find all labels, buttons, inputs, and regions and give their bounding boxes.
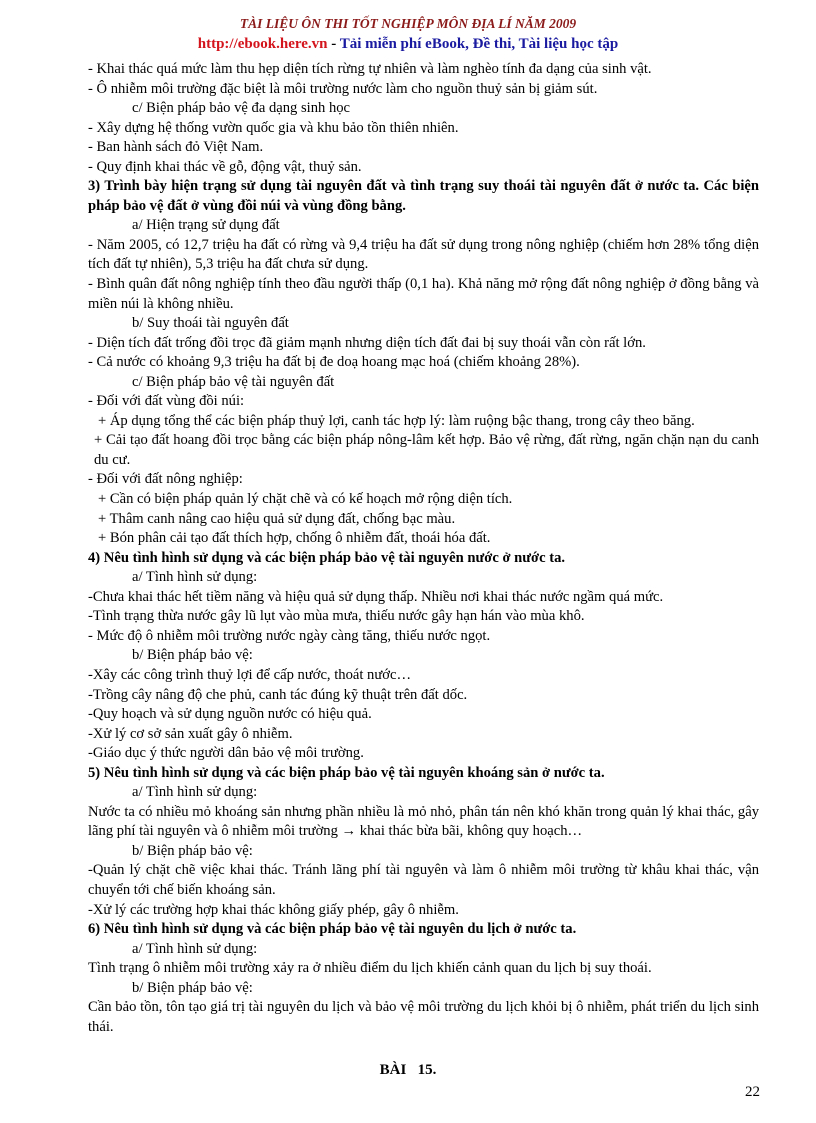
- body-paragraph: + Cải tạo đất hoang đồi trọc bằng các biện pháp nông-lâm kết hợp. Bảo vệ rừng, đất rừng, ngăn chặn nạn du canh du cư.: [94, 432, 759, 468]
- subheading: a/ Hiện trạng sử dụng đất: [132, 217, 280, 234]
- page-number: 22: [745, 1084, 760, 1100]
- body-line: Tình trạng ô nhiễm môi trường xảy ra ở nhiều điểm du lịch khiến cảnh quan du lịch bị suy thoái.: [88, 960, 652, 977]
- subheading: b/ Biện pháp bảo vệ:: [132, 842, 253, 859]
- subheading: c/ Biện pháp bảo vệ tài nguyên đất: [132, 373, 335, 390]
- bullet-line: + Thâm canh nâng cao hiệu quả sử dụng đất, chống bạc màu.: [98, 510, 456, 527]
- body-line: - Ô nhiễm môi trường đặc biệt là môi trường nước làm cho nguồn thuỷ sản bị giảm sút.: [88, 80, 598, 97]
- body-line: - Đối với đất nông nghiệp:: [88, 471, 243, 488]
- body-line: -Tình trạng thừa nước gây lũ lụt vào mùa mưa, thiếu nước gây hạn hán vào mùa khô.: [88, 608, 585, 625]
- body-line: - Xây dựng hệ thống vườn quốc gia và khu bảo tồn thiên nhiên.: [88, 119, 459, 136]
- subheading: b/ Suy thoái tài nguyên đất: [132, 315, 289, 332]
- bullet-line: + Áp dụng tổng thể các biện pháp thuỷ lợi, canh tác hợp lý: làm ruộng bậc thang, trong cây theo băng.: [98, 412, 695, 429]
- section-heading: 5) Nêu tình hình sử dụng và các biện pháp bảo vệ tài nguyên khoáng sản ở nước ta.: [88, 764, 605, 781]
- bullet-line: + Bón phân cải tạo đất thích hợp, chống ô nhiễm đất, thoái hóa đất.: [98, 530, 491, 547]
- header-link[interactable]: http://ebook.here.vn: [197, 36, 328, 52]
- body-paragraph: - Bình quân đất nông nghiệp tính theo đầu người thấp (0,1 ha). Khả năng mở rộng đất nông nghiệp ở đồng bằng và miền núi là không nhiều.: [88, 276, 759, 312]
- header-separator: -: [327, 36, 340, 52]
- subheading: a/ Tình hình sử dụng:: [132, 940, 258, 957]
- section-heading: 6) Nêu tình hình sử dụng và các biện pháp bảo vệ tài nguyên du lịch ở nước ta.: [88, 921, 577, 938]
- subheading: b/ Biện pháp bảo vệ:: [132, 979, 253, 996]
- header-promo: Tải miễn phí eBook, Đề thi, Tài liệu học tập: [339, 36, 619, 52]
- body-line: - Diện tích đất trống đồi trọc đã giảm mạnh nhưng diện tích đất đai bị suy thoái vẫn còn rất lớn.: [88, 334, 646, 351]
- body-line: -Chưa khai thác hết tiềm năng và hiệu quả sử dụng thấp. Nhiều nơi khai thác nước ngầm quá mức.: [88, 588, 664, 605]
- body-paragraph: Cần bảo tồn, tôn tạo giá trị tài nguyên du lịch và bảo vệ môi trường du lịch khỏi bị ô nhiễm, phát triển du lịch sinh thái.: [88, 999, 759, 1035]
- page-header: [0, 14, 816, 54]
- bullet-line: + Cần có biện pháp quản lý chặt chẽ và có kế hoạch mở rộng diện tích.: [98, 491, 513, 508]
- body-line: -Xử lý cơ sở sản xuất gây ô nhiễm.: [88, 725, 293, 742]
- subheading: c/ Biện pháp bảo vệ đa dạng sinh học: [132, 100, 351, 117]
- body-line: - Quy định khai thác về gỗ, động vật, thuỷ sản.: [88, 158, 362, 175]
- document-body: [88, 60, 759, 1037]
- subheading: a/ Tình hình sử dụng:: [132, 569, 258, 586]
- body-line: -Quy hoạch và sử dụng nguồn nước có hiệu quả.: [88, 706, 372, 723]
- header-title: TÀI LIỆU ÔN THI TỐT NGHIỆP MÔN ĐỊA LÍ NĂM 2009: [239, 16, 577, 31]
- body-line: - Đối với đất vùng đồi núi:: [88, 393, 245, 410]
- body-line: -Giáo dục ý thức người dân bảo vệ môi trường.: [88, 745, 364, 762]
- body-line: -Trồng cây nâng độ che phủ, canh tác đúng kỹ thuật trên đất dốc.: [88, 686, 468, 703]
- body-paragraph: Nước ta có nhiều mỏ khoáng sản nhưng phần nhiều là mỏ nhỏ, phân tán nên khó khăn trong quản lý khai thác, gây lãng phí tài nguyên và ô nhiễm môi trường → khai thác bừa bãi, không quy hoạch…: [88, 803, 759, 840]
- lesson-title: BÀI 15.: [379, 1062, 437, 1078]
- subheading: a/ Tình hình sử dụng:: [132, 784, 258, 801]
- body-paragraph: -Quản lý chặt chẽ việc khai thác. Tránh lãng phí tài nguyên và làm ô nhiễm môi trường từ khâu khai thác, vận chuyển tới chế biến khoáng sản.: [88, 862, 759, 898]
- body-line: - Khai thác quá mức làm thu hẹp diện tích rừng tự nhiên và làm nghèo tính đa dạng của sinh vật.: [88, 61, 652, 77]
- body-line: -Xử lý các trường hợp khai thác không giấy phép, gây ô nhiễm.: [88, 901, 459, 918]
- body-line: - Cả nước có khoảng 9,3 triệu ha đất bị đe doạ hoang mạc hoá (chiếm khoảng 28%).: [88, 354, 580, 371]
- body-line: - Mức độ ô nhiễm môi trường nước ngày càng tăng, thiếu nước ngọt.: [88, 627, 491, 644]
- section-heading: 4) Nêu tình hình sử dụng và các biện pháp bảo vệ tài nguyên nước ở nước ta.: [88, 549, 566, 566]
- body-line: -Xây các công trình thuỷ lợi để cấp nước, thoát nước…: [88, 666, 412, 683]
- subheading: b/ Biện pháp bảo vệ:: [132, 647, 253, 664]
- body-line: - Ban hành sách đỏ Việt Nam.: [88, 139, 264, 156]
- header-links: [0, 34, 816, 54]
- section-heading: 3) Trình bày hiện trạng sử dụng tài nguyên đất và tình trạng suy thoái tài nguyên đất ở nước ta. Các biện pháp bảo vệ đất ở vùng đồi núi và vùng đồng bằng.: [88, 178, 759, 214]
- body-paragraph: - Năm 2005, có 12,7 triệu ha đất có rừng và 9,4 triệu ha đất sử dụng trong nông nghiệp (chiếm hơn 28% tổng diện tích đất tự nhiên), 5,3 triệu ha đất chưa sử dụng.: [88, 236, 759, 273]
